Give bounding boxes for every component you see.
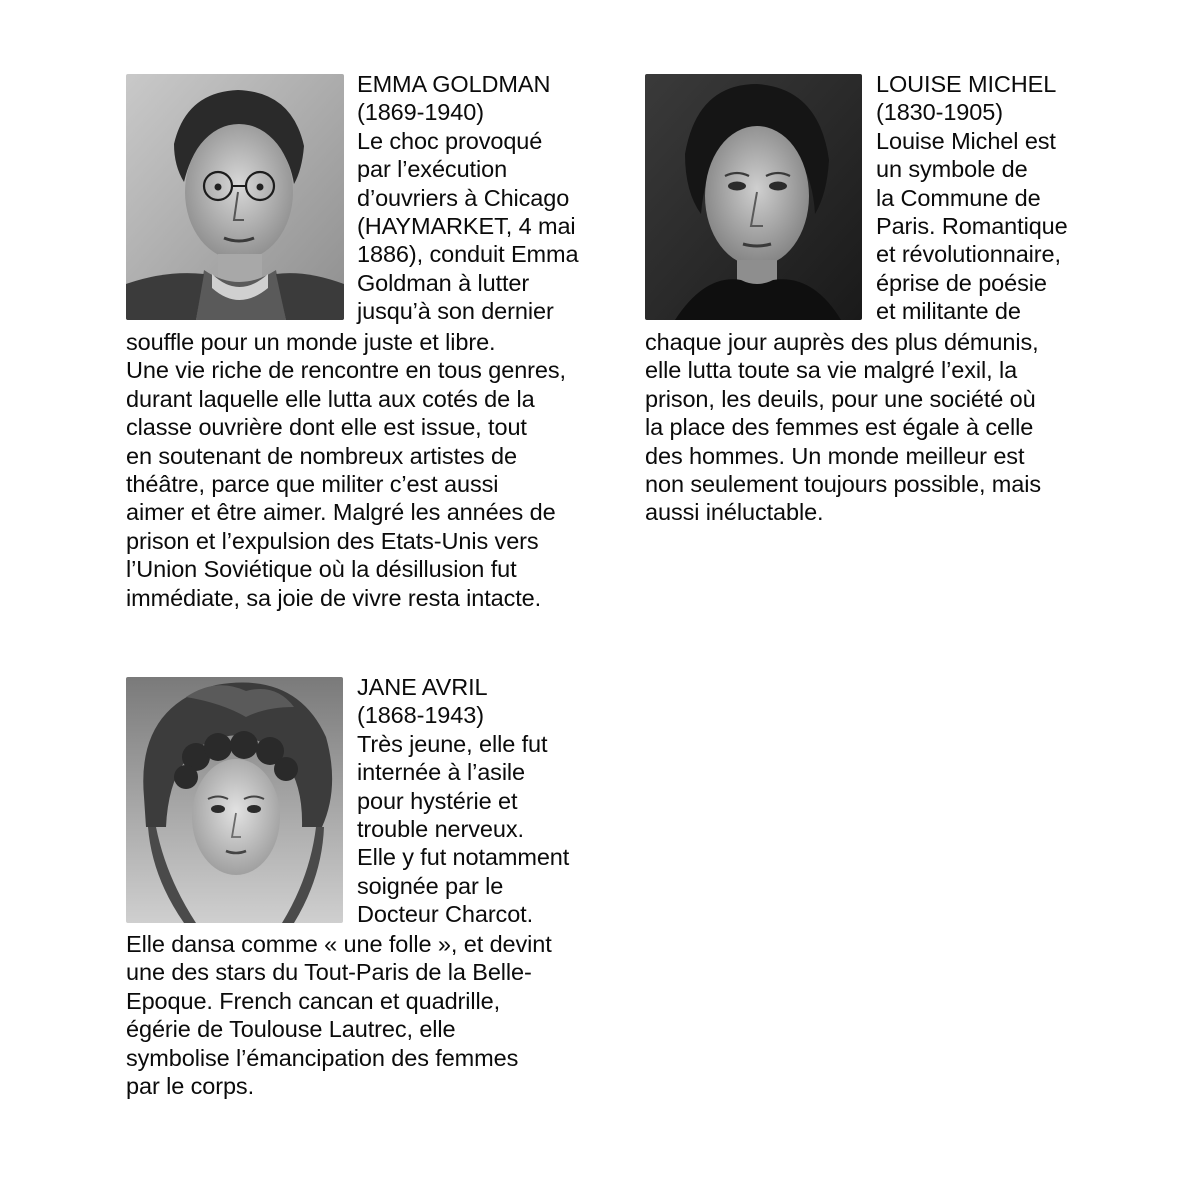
goldman-dates: (1869-1940) — [357, 99, 484, 126]
michel-text-line: un symbole de — [876, 156, 1028, 183]
avril-text-line: une des stars du Tout-Paris de la Belle- — [126, 959, 532, 986]
portrait-louise-michel — [645, 74, 862, 320]
goldman-name: EMMA GOLDMAN — [357, 71, 551, 97]
avril-text-line: soignée par le — [357, 872, 504, 899]
goldman-text-line: d’ouvriers à Chicago — [357, 184, 570, 211]
michel-text-line: des hommes. Un monde meilleur est — [645, 442, 1025, 469]
portrait-jane-avril — [126, 677, 343, 923]
michel-side-text — [876, 70, 1068, 326]
goldman-text-line: en soutenant de nombreux artistes de — [126, 442, 517, 469]
goldman-text-line: 1886), conduit Emma — [357, 241, 579, 268]
goldman-text-line: Le choc provoqué — [357, 127, 543, 154]
michel-text-line: non seulement toujours possible, mais — [645, 471, 1042, 498]
michel-text-line: elle lutta toute sa vie malgré l’exil, la — [645, 357, 1018, 384]
goldman-side-text — [357, 70, 578, 326]
michel-text-line: la place des femmes est égale à celle — [645, 414, 1034, 441]
michel-text-line: la Commune de — [876, 184, 1041, 211]
avril-text-line: égérie de Toulouse Lautrec, elle — [126, 1016, 456, 1043]
michel-text-line: éprise de poésie — [876, 269, 1047, 296]
goldman-text-line: (HAYMARKET, 4 mai — [357, 213, 576, 240]
michel-name: LOUISE MICHEL — [876, 71, 1057, 97]
avril-side-text — [357, 673, 569, 929]
goldman-full-text — [126, 328, 566, 612]
goldman-text-line: par l’exécution — [357, 156, 508, 183]
avril-text-line: symbolise l’émancipation des femmes — [126, 1044, 519, 1071]
michel-text-line: chaque jour auprès des plus démunis, — [645, 329, 1039, 355]
michel-dates: (1830-1905) — [876, 99, 1003, 126]
goldman-text-line: immédiate, sa joie de vivre resta intacte. — [126, 584, 542, 611]
goldman-text-line: durant laquelle elle lutta aux cotés de la — [126, 385, 535, 412]
portrait-emma-goldman — [126, 74, 344, 320]
avril-text-line: pour hystérie et — [357, 787, 518, 814]
avril-text-line: Très jeune, elle fut — [357, 730, 548, 757]
michel-full-text — [645, 328, 1041, 527]
avril-text-line: par le corps. — [126, 1073, 255, 1100]
goldman-text-line: aimer et être aimer. Malgré les années de — [126, 499, 556, 526]
goldman-text-line: théâtre, parce que militer c’est aussi — [126, 471, 499, 498]
avril-text-line: trouble nerveux. — [357, 816, 524, 843]
goldman-text-line: jusqu’à son dernier — [357, 298, 554, 325]
michel-text-line: Louise Michel est — [876, 127, 1056, 154]
avril-text-line: Elle y fut notamment — [357, 844, 570, 871]
avril-name: JANE AVRIL — [357, 674, 488, 700]
goldman-text-line: prison et l’expulsion des Etats-Unis vers — [126, 527, 539, 554]
michel-text-line: prison, les deuils, pour une société où — [645, 385, 1036, 412]
avril-text-line: Docteur Charcot. — [357, 901, 534, 928]
michel-text-line: et militante de — [876, 298, 1021, 325]
michel-text-line: Paris. Romantique — [876, 213, 1068, 240]
avril-full-text — [126, 930, 552, 1100]
avril-text-line: Epoque. French cancan et quadrille, — [126, 987, 501, 1014]
goldman-text-line: Goldman à lutter — [357, 269, 530, 296]
avril-text-line: Elle dansa comme « une folle », et devint — [126, 931, 552, 957]
michel-text-line: aussi inéluctable. — [645, 499, 824, 526]
goldman-text-line: souffle pour un monde juste et libre. — [126, 329, 496, 355]
goldman-text-line: classe ouvrière dont elle est issue, tout — [126, 414, 527, 441]
michel-text-line: et révolutionnaire, — [876, 241, 1061, 268]
avril-dates: (1868-1943) — [357, 702, 484, 729]
avril-text-line: internée à l’asile — [357, 759, 526, 786]
goldman-text-line: l’Union Soviétique où la désillusion fut — [126, 556, 517, 583]
goldman-text-line: Une vie riche de rencontre en tous genres, — [126, 357, 566, 384]
